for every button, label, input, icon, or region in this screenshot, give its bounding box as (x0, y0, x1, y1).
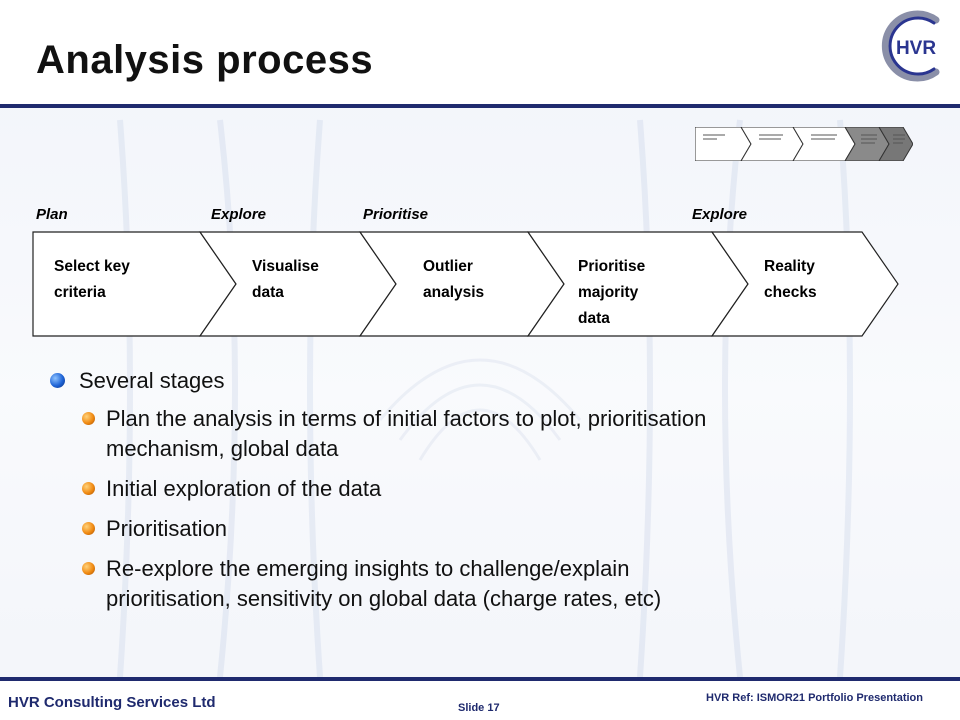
stage-label-explore: Explore (211, 206, 267, 223)
footer-slide-number: Slide 17 (458, 702, 500, 714)
process-step-1-line2: criteria (54, 284, 106, 301)
footer-company: HVR Consulting Services Ltd (8, 694, 216, 711)
sub-bullet-1-line1: Plan the analysis in terms of initial factors to plot, prioritisation (106, 406, 707, 431)
sub-bullet-1 (82, 404, 930, 464)
process-step-5-line1: Reality (764, 258, 815, 275)
orange-bullet-icon (82, 412, 95, 425)
process-step-4 (578, 254, 645, 332)
process-step-4-line3: data (578, 310, 610, 327)
sub-bullet-3 (82, 514, 930, 544)
sub-bullet-4 (82, 554, 930, 614)
bullet-list (50, 368, 930, 624)
footer-rule (0, 677, 960, 681)
stage-label-plan: Plan (36, 206, 68, 223)
sub-bullet-4-line2: prioritisation, sensitivity on global data (charge rates, etc) (106, 586, 662, 611)
process-step-4-line2: majority (578, 284, 639, 301)
process-step-2 (252, 254, 319, 306)
process-step-1 (54, 254, 130, 306)
logo-text: HVR (895, 38, 937, 59)
orange-bullet-icon (82, 562, 95, 575)
process-step-4-line1: Prioritise (578, 258, 646, 275)
sub-bullet-4-line1: Re-explore the emerging insights to challenge/explain (106, 556, 630, 581)
sub-bullet-1-line2: mechanism, global data (106, 436, 339, 461)
blue-bullet-icon (50, 373, 65, 388)
sub-bullet-2-text: Initial exploration of the data (106, 476, 382, 501)
process-step-3-line1: Outlier (423, 258, 473, 275)
bullet-main-text: Several stages (79, 368, 225, 393)
process-step-3 (423, 254, 484, 306)
slide-title: Analysis process (36, 38, 374, 82)
process-step-2-line1: Visualise (252, 258, 319, 275)
footer-reference: HVR Ref: ISMOR21 Portfolio Presentation (706, 692, 923, 704)
sub-bullet-2 (82, 474, 930, 504)
orange-bullet-icon (82, 522, 95, 535)
process-step-1-line1: Select key (54, 258, 130, 275)
stage-label-explore-2: Explore (692, 206, 748, 223)
process-step-2-line2: data (252, 284, 284, 301)
stage-label-prioritise: Prioritise (363, 206, 429, 223)
orange-bullet-icon (82, 482, 95, 495)
bullet-main (50, 368, 930, 394)
process-step-3-line2: analysis (423, 284, 485, 301)
process-step-5-line2: checks (764, 284, 817, 301)
process-step-5 (764, 254, 817, 306)
sub-bullet-3-text: Prioritisation (106, 516, 228, 541)
